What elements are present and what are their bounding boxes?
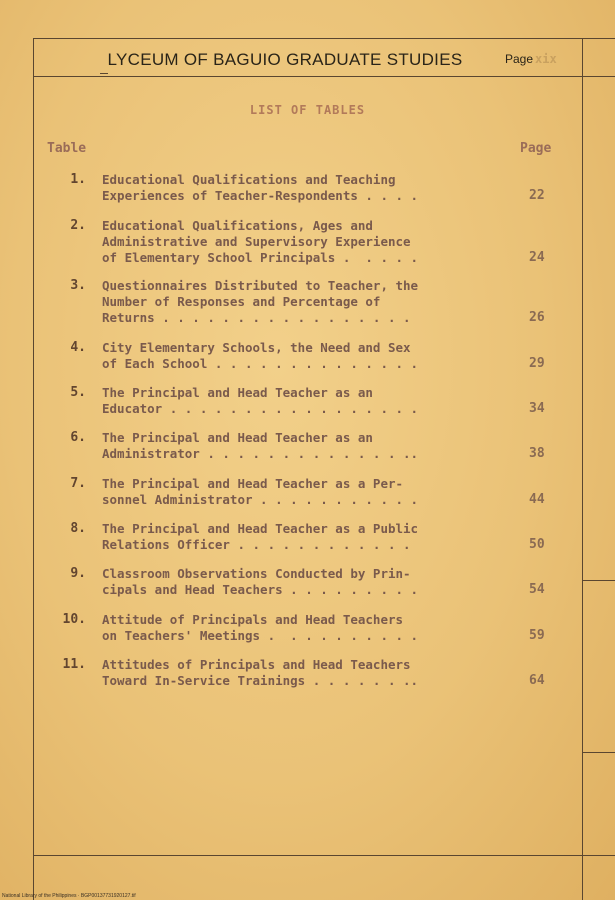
entry-page: 22 <box>529 188 545 203</box>
column-header-page: Page <box>520 141 552 156</box>
entry-title: The Principal and Head Teacher as an Administrator . . . . . . . . . . . . . .. <box>102 430 419 461</box>
entry-number: 9. <box>70 566 86 581</box>
entry-number: 6. <box>70 430 86 445</box>
entry-page: 26 <box>529 310 545 325</box>
column-header-table: Table <box>47 141 87 156</box>
entry-page: 54 <box>529 582 545 597</box>
entry-number: 5. <box>70 385 86 400</box>
entry-title: Attitude of Principals and Head Teachers on Teachers' Meetings . . . . . . . . . . <box>102 612 419 643</box>
entry-title: Educational Qualifications and Teaching Experiences of Teacher-Respondents . . . . <box>102 172 419 203</box>
entry-title: Attitudes of Principals and Head Teachers Toward In-Service Trainings . . . . . . .. <box>102 657 419 688</box>
entry-page: 38 <box>529 446 545 461</box>
entry-page: 44 <box>529 492 545 507</box>
entry-number: 10. <box>62 612 86 627</box>
entry-title: City Elementary Schools, the Need and Sex of Each School . . . . . . . . . . . . . . <box>102 340 419 371</box>
entry-title: The Principal and Head Teacher as a Per- sonnel Administrator . . . . . . . . . . . <box>102 476 419 507</box>
entry-number: 3. <box>70 278 86 293</box>
entry-title: The Principal and Head Teacher as an Educator . . . . . . . . . . . . . . . . . <box>102 385 419 416</box>
entry-number: 4. <box>70 340 86 355</box>
entry-title: The Principal and Head Teacher as a Public Relations Officer . . . . . . . . . . . . <box>102 521 419 552</box>
header-bottom-line <box>33 76 615 77</box>
footer-line <box>33 855 615 856</box>
entry-title: Educational Qualifications, Ages and Administrative and Supervisory Experience of Elementary School Principals . . . . . <box>102 218 419 265</box>
right-tick-1 <box>582 580 615 581</box>
entry-number: 7. <box>70 476 86 491</box>
entry-number: 8. <box>70 521 86 536</box>
scan-footer: National Library of the Philippines · BGP00137731920127.tif <box>2 893 136 899</box>
right-tick-2 <box>582 752 615 753</box>
right-margin-line <box>582 38 583 900</box>
entry-title: Questionnaires Distributed to Teacher, the Number of Responses and Percentage of Returns . . . . . . . . . . . . . . . . . <box>102 278 419 325</box>
entry-page: 29 <box>529 356 545 371</box>
entry-page: 64 <box>529 673 545 688</box>
entry-page: 34 <box>529 401 545 416</box>
entry-number: 2. <box>70 218 86 233</box>
institution-title: LYCEUM OF BAGUIO GRADUATE STUDIES <box>107 50 463 69</box>
page-label-text: Page <box>505 52 534 66</box>
left-margin-line <box>33 38 34 900</box>
header-dash <box>100 73 108 74</box>
entry-page: 59 <box>529 628 545 643</box>
entry-number: 1. <box>70 172 86 187</box>
page-label <box>505 52 557 66</box>
entry-title: Classroom Observations Conducted by Prin- cipals and Head Teachers . . . . . . . . . <box>102 566 419 597</box>
page-number: xix <box>535 52 557 66</box>
entry-page: 50 <box>529 537 545 552</box>
entry-page: 24 <box>529 250 545 265</box>
list-title: LIST OF TABLES <box>249 103 366 117</box>
entry-number: 11. <box>62 657 86 672</box>
header-top-line <box>33 38 615 39</box>
